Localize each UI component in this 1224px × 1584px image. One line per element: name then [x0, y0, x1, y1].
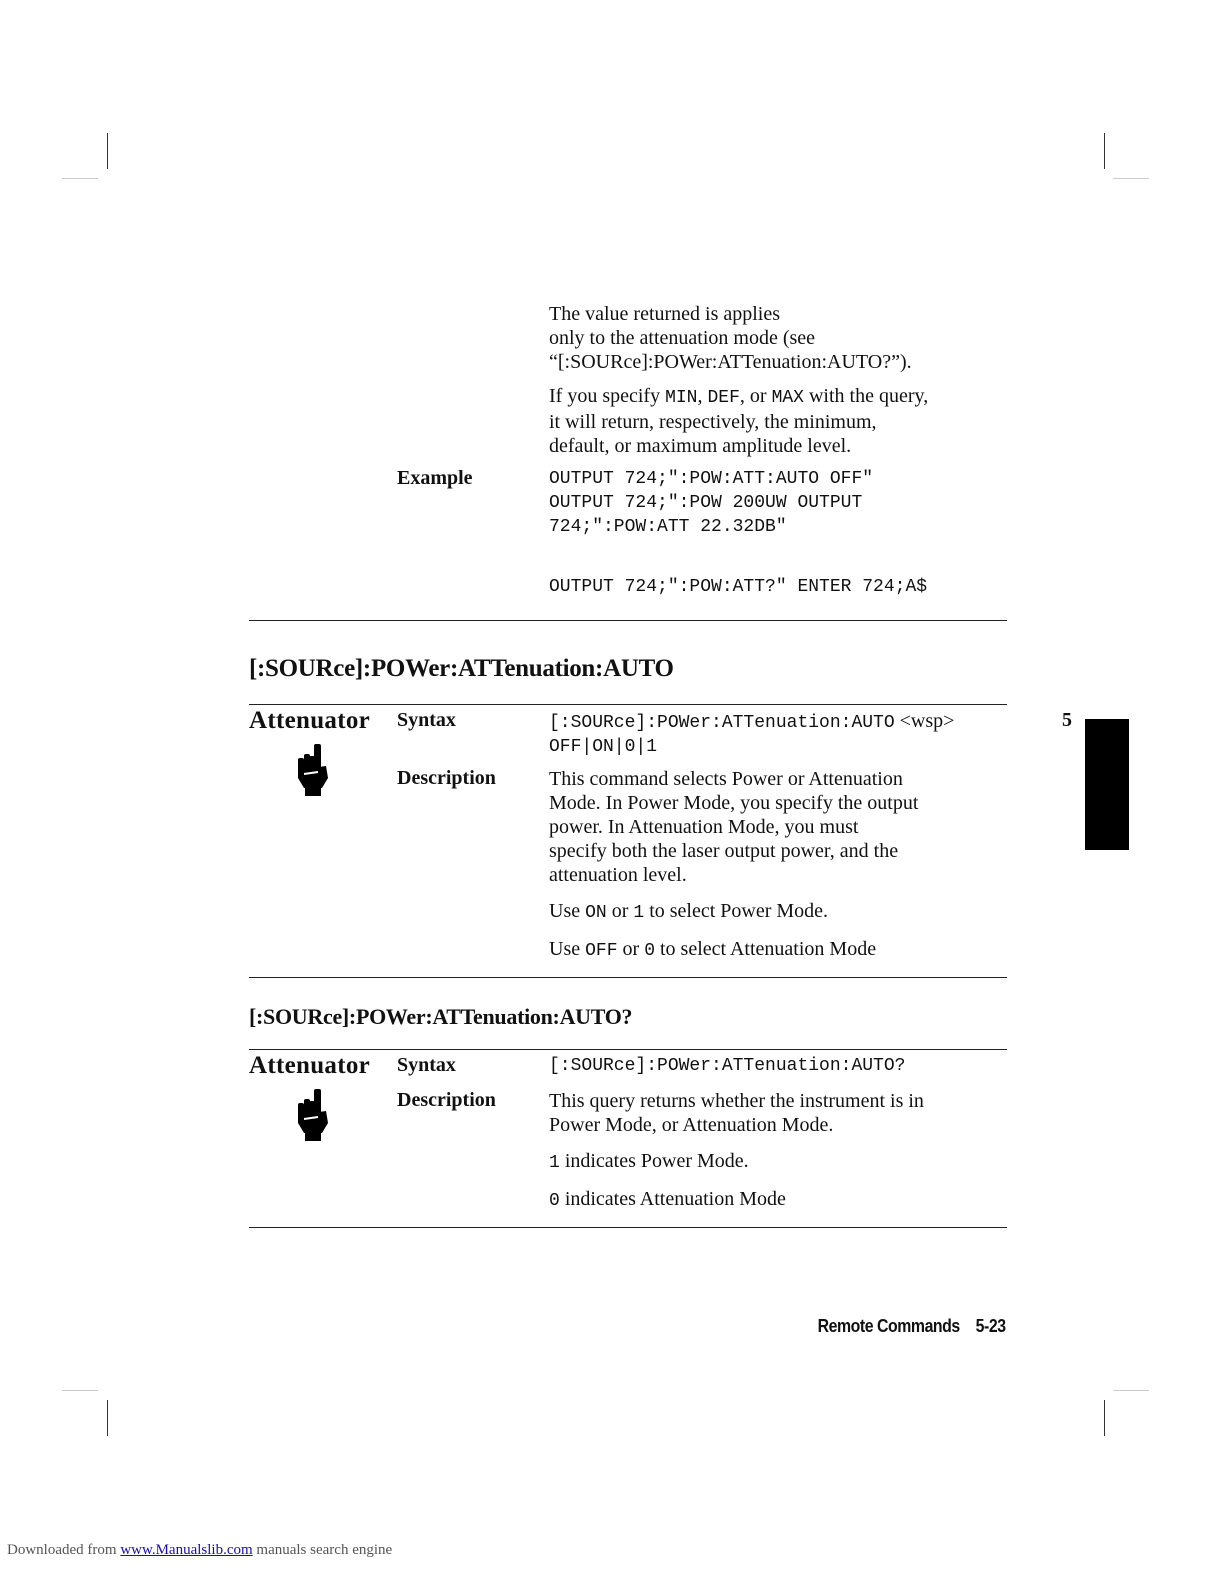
footer-section-name: Remote Commands	[818, 1316, 961, 1336]
def-code: DEF	[707, 388, 740, 408]
divider-1	[249, 620, 1007, 621]
para2-line3: default, or maximum amplitude level.	[549, 435, 852, 457]
section2-syntax-label: Syntax	[397, 1054, 456, 1076]
crop-line-bottom-left	[62, 1390, 98, 1391]
divider-2	[249, 704, 1007, 705]
section2-description: This query returns whether the instrument is in Power Mode, or Attenuation Mode. 1 indicates Power Mode. 0 indicates Attenuation Mode	[549, 1089, 1019, 1213]
para2-line1: If you specify MIN, DEF, or MAX with the query,	[549, 385, 929, 408]
download-note: Downloaded from www.Manualslib.com manuals search engine	[7, 1542, 393, 1558]
example-code-block	[549, 467, 873, 539]
manualslib-link[interactable]: www.Manualslib.com	[120, 1542, 253, 1558]
para1-line1: The value returned is applies	[549, 303, 781, 325]
section1-heading: [:SOURce]:POWer:ATTenuation:AUTO	[249, 655, 674, 682]
crop-line-bottom-right	[1113, 1390, 1149, 1391]
use-on-line: Use ON or 1 to select Power Mode.	[549, 900, 829, 923]
crop-line-top-right	[1113, 178, 1149, 179]
section1-syntax-wsp: <wsp>	[894, 710, 955, 732]
section1-syntax-value	[549, 709, 954, 759]
section2-description-label: Description	[397, 1089, 496, 1111]
chapter-number: 5	[1062, 709, 1072, 731]
example-line-3: 724;":POW:ATT 22.32DB"	[549, 517, 787, 537]
example-line-1: OUTPUT 724;":POW:ATT:AUTO OFF"	[549, 469, 874, 489]
use-off-line: Use OFF or 0 to select Attenuation Mode	[549, 938, 877, 961]
example-line-2: OUTPUT 724;":POW 200UW OUTPUT	[549, 493, 863, 513]
indicates-attenuation-line: 0 indicates Attenuation Mode	[549, 1188, 786, 1211]
footer-page-number: 5-23	[976, 1316, 1006, 1336]
query-options-paragraph	[549, 384, 1009, 458]
section2-heading: [:SOURce]:POWer:ATTenuation:AUTO?	[249, 1004, 633, 1029]
section1-syntax-args: OFF|ON|0|1	[549, 737, 658, 757]
pointing-hand-icon	[296, 744, 330, 796]
divider-3	[249, 977, 1007, 978]
returned-value-paragraph	[549, 302, 999, 374]
section1-syntax-command: [:SOURce]:POWer:ATTenuation:AUTO	[549, 713, 895, 733]
divider-4	[249, 1049, 1007, 1050]
crop-line-top-left	[62, 178, 98, 179]
divider-5	[249, 1227, 1007, 1228]
page-footer	[818, 1316, 1006, 1337]
max-code: MAX	[771, 388, 804, 408]
section2-attenuator-label: Attenuator	[249, 1052, 371, 1079]
section1-attenuator-label: Attenuator	[249, 707, 371, 734]
indicates-power-line: 1 indicates Power Mode.	[549, 1150, 749, 1173]
crop-mark-top-left	[107, 133, 108, 169]
min-code: MIN	[665, 388, 698, 408]
para1-line2: only to the attenuation mode (see	[549, 327, 816, 349]
section1-syntax-label: Syntax	[397, 709, 456, 731]
crop-mark-top-right	[1104, 133, 1105, 169]
para2-line2: it will return, respectively, the minimum,	[549, 411, 877, 433]
example-label: Example	[397, 467, 473, 489]
section2-syntax-value: [:SOURce]:POWer:ATTenuation:AUTO?	[549, 1056, 906, 1076]
crop-mark-bottom-left	[107, 1400, 108, 1436]
chapter-tab-block	[1085, 719, 1129, 850]
para1-line3: “[:SOURce]:POWer:ATTenuation:AUTO?”).	[549, 351, 912, 373]
section1-description: This command selects Power or Attenuation Mode. In Power Mode, you specify the output power. In Attenuation Mode, you must specify both the laser output power, and the attenuation level. Use ON or 1 to select Power Mode. Use OFF or 0 to select Attenuation Mode	[549, 767, 1009, 963]
crop-mark-bottom-right	[1104, 1400, 1105, 1436]
pointing-hand-icon	[296, 1089, 330, 1141]
section1-description-label: Description	[397, 767, 496, 789]
example-line-last: OUTPUT 724;":POW:ATT?" ENTER 724;A$	[549, 577, 928, 597]
